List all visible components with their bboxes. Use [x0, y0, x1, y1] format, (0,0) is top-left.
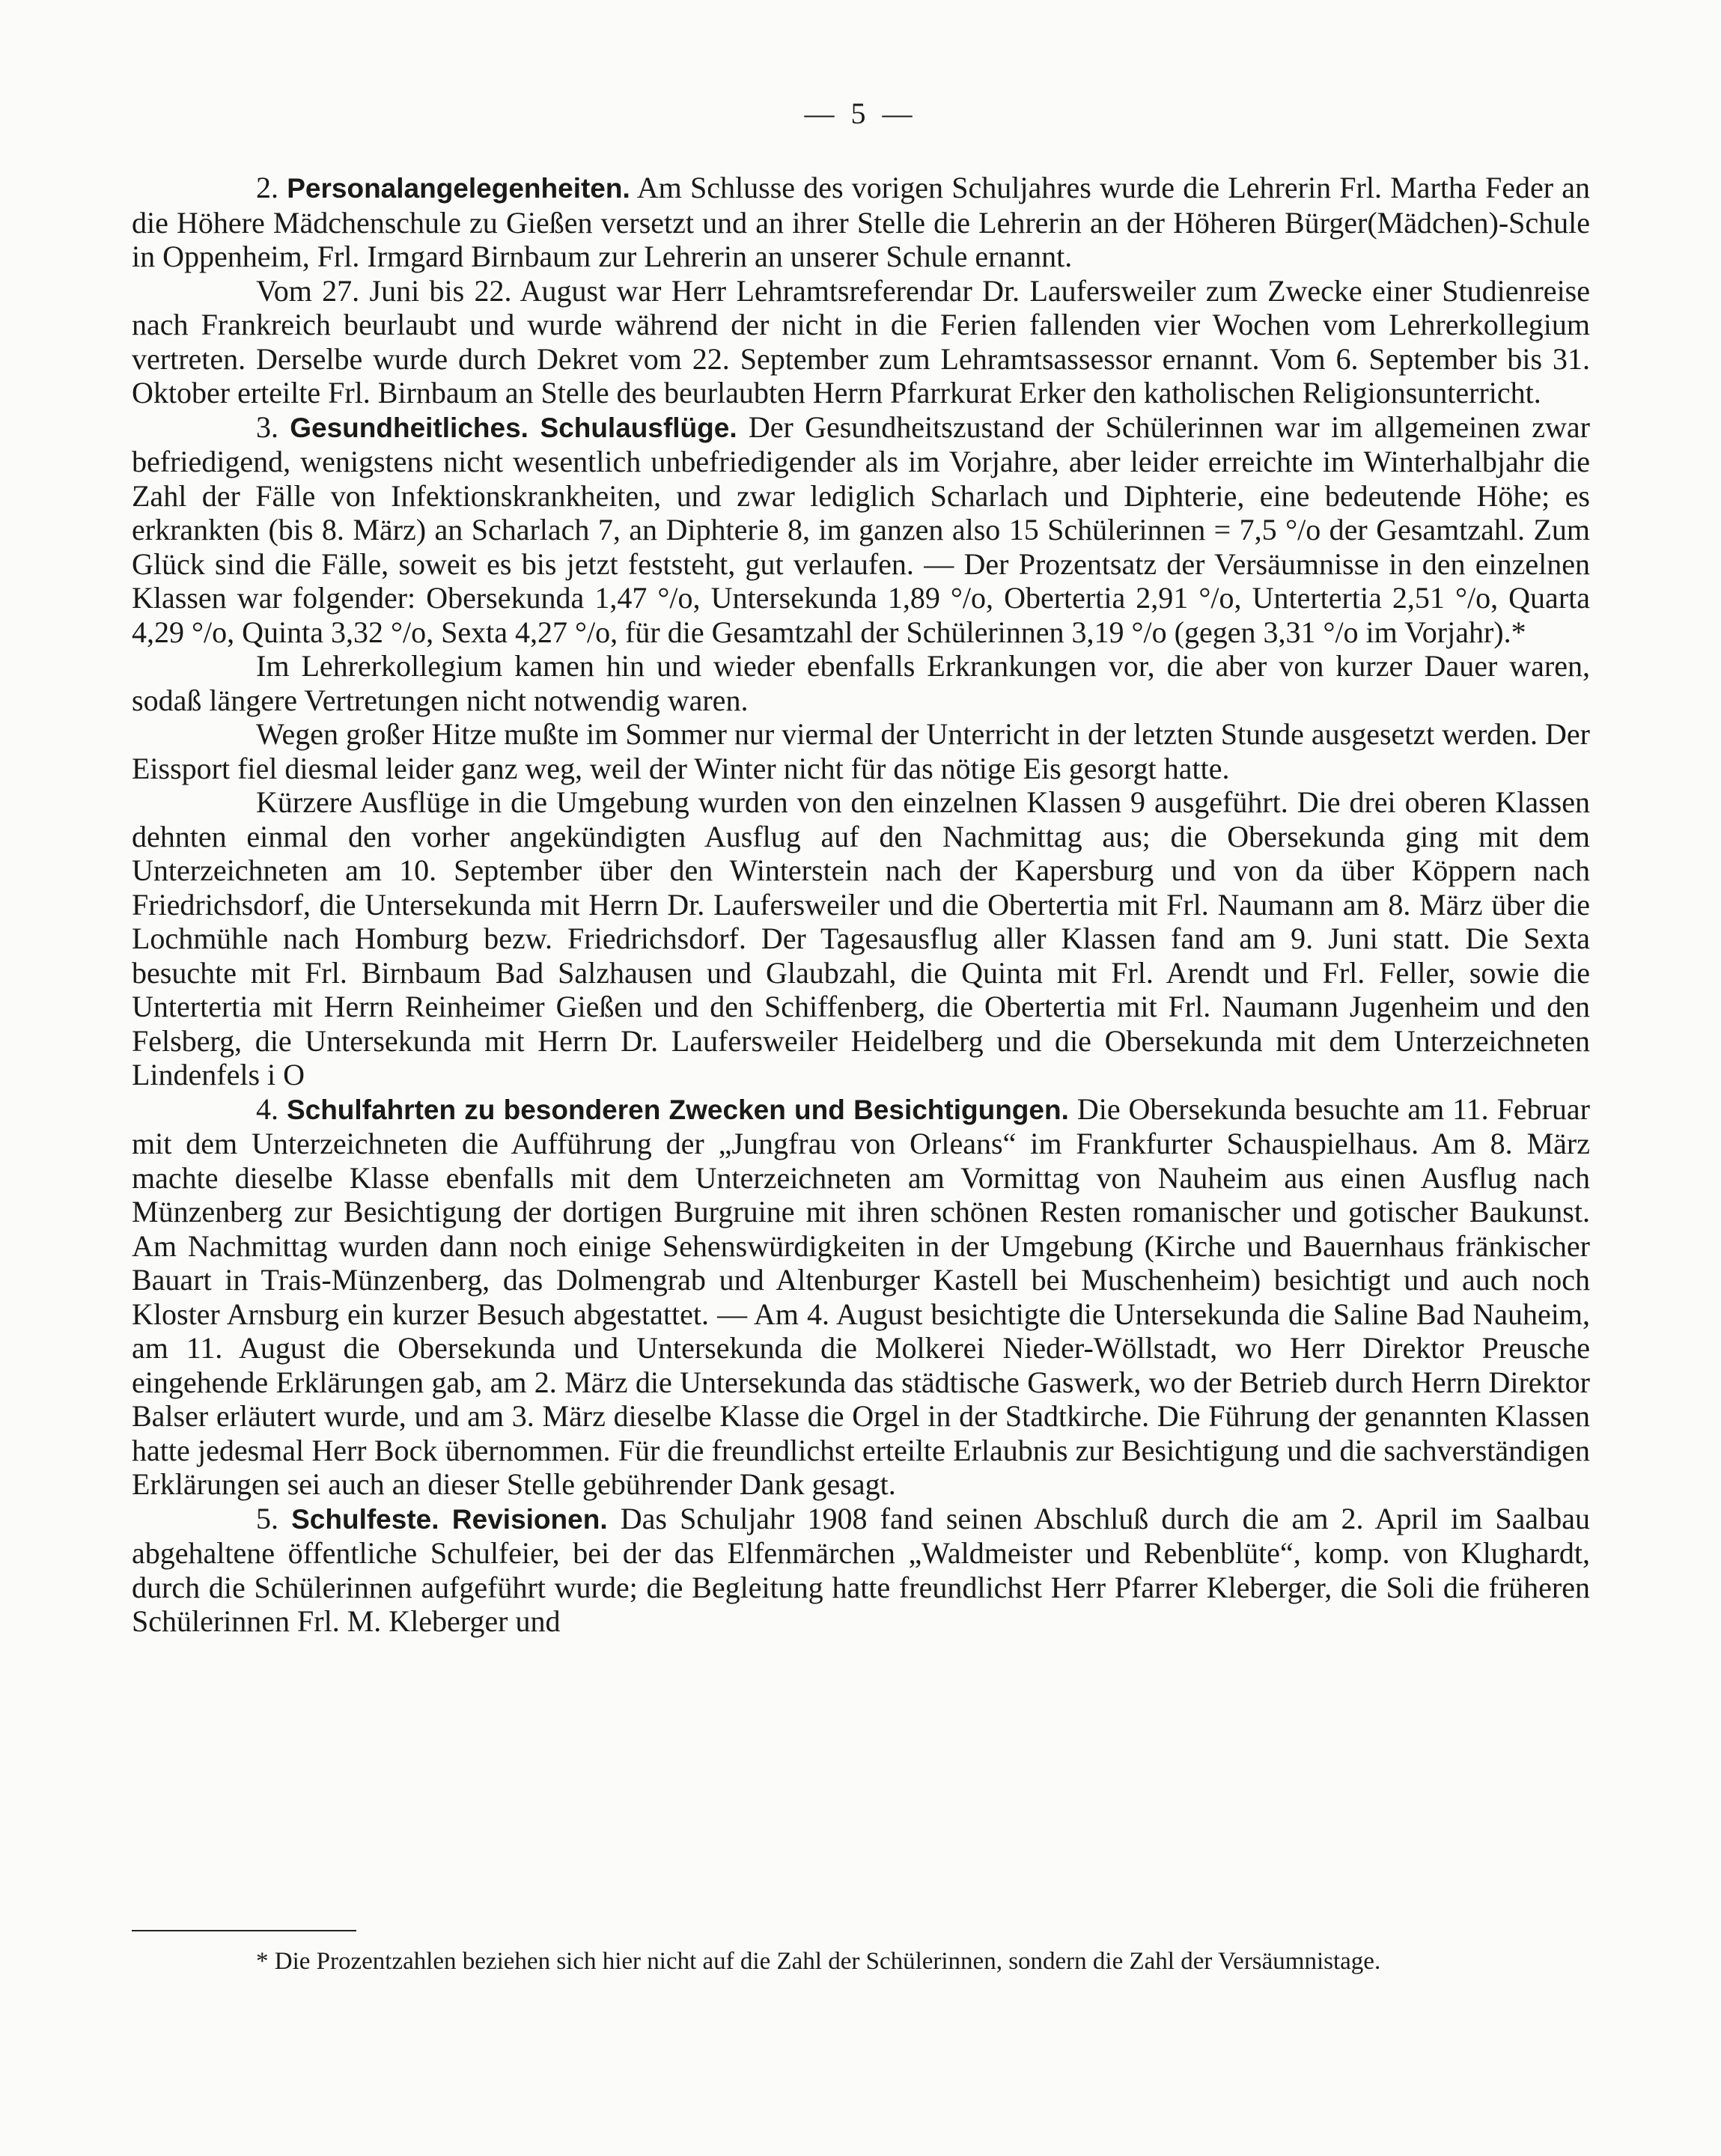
- section-3-paragraph-2: Im Lehrerkollegium kamen hin und wieder ebenfalls Erkrankungen vor, die aber von kurzer Dauer waren, sodaß längere Vertretungen nicht notwendig waren.: [132, 649, 1590, 717]
- footnote-rule: [132, 1930, 356, 1931]
- section-4-paragraph-1: [132, 1092, 1590, 1502]
- section-5-text-1: Das Schuljahr 1908 fand seinen Abschluß durch die am 2. April im Saalbau abgehaltene öffentliche Schulfeier, bei der das Elfenmärchen „Waldmeister und Rebenblüte“, komp. von Klughardt, durch die Schülerinnen aufgeführt wurde; die Begleitung hatte freundlichst Herr Pfarrer Kleberger, die Soli die früheren Schülerinnen Frl. M. Kleberger und: [132, 1501, 1590, 1638]
- section-2-paragraph-1: [132, 171, 1590, 274]
- section-2-number: 2.: [256, 171, 278, 204]
- section-3-number: 3.: [256, 409, 278, 444]
- section-4-text-1: Die Obersekunda besuchte am 11. Februar mit dem Unterzeichneten die Aufführung der „Jungfrau von Orleans“ im Frankfurter Schauspielhaus. Am 8. März machte dieselbe Klasse ebenfalls mit dem Unterzeichneten am Vormittag von Nauheim aus einen Ausflug nach Münzenberg zur Besichtigung der dortigen Burgruine mit ihren schönen Resten romanischer und gotischer Baukunst. Am Nachmittag wurden dann noch einige Sehenswürdigkeiten in der Umgebung (Kirche und Bauernhaus fränkischer Bauart in Trais-Münzenberg, das Dolmengrab und Altenburger Kastell bei Muschenheim) besichtigt und auch noch Kloster Arnsburg ein kurzer Besuch abgestattet. — Am 4. August besichtigte die Untersekunda die Saline Bad Nauheim, am 11. August die Obersekunda und Untersekunda die Molkerei Nieder-Wöllstadt, wo Herr Direktor Preusche eingehende Erklärungen gab, am 2. März die Untersekunda das städtische Gaswerk, wo der Betrieb durch Herrn Direktor Balser erläutert wurde, und am 3. März dieselbe Klasse die Orgel in der Stadtkirche. Die Führung der genannten Klassen hatte jedesmal Herr Bock übernommen. Für die freundlichst erteilte Erlaubnis zur Besichtigung und die sachverständigen Erklärungen sei auch an dieser Stelle gebührender Dank gesagt.: [132, 1091, 1591, 1501]
- section-2-paragraph-2: Vom 27. Juni bis 22. August war Herr Lehramtsreferendar Dr. Laufersweiler zum Zwecke einer Studienreise nach Frankreich beurlaubt und wurde während der nicht in die Ferien fallenden vier Wochen vom Lehrerkollegium vertreten. Derselbe wurde durch Dekret vom 22. September zum Lehramtsassessor ernannt. Vom 6. September bis 31. Oktober erteilte Frl. Birnbaum an Stelle des beurlaubten Herrn Pfarrkurat Erker den katholischen Religionsunterricht.: [132, 273, 1590, 409]
- section-3-paragraph-3: Wegen großer Hitze mußte im Sommer nur viermal der Unterricht in der letzten Stunde ausgesetzt werden. Der Eissport fiel diesmal leider ganz weg, weil der Winter nicht für das nötige Eis gesorgt hatte.: [132, 717, 1590, 785]
- section-2-text-1: Am Schlusse des vorigen Schuljahres wurde die Lehrerin Frl. Martha Feder an die Höhere Mädchenschule zu Gießen versetzt und an ihrer Stelle die Lehrerin an der Höheren Bürger(Mädchen)-Schule in Oppenheim, Frl. Irmgard Birnbaum zur Lehrerin an unserer Schule ernannt.: [132, 171, 1591, 273]
- page-number: — 5 —: [804, 97, 917, 130]
- section-5-number: 5.: [256, 1501, 278, 1535]
- section-3-text-1: Der Gesundheitszustand der Schülerinnen war im allgemeinen zwar befriedigend, wenigstens nicht wesentlich unbefriedigender als im Vorjahre, aber leider erreichte im Winterhalbjahr die Zahl der Fälle von Infektionskrankheiten, und zwar lediglich Scharlach und Diphterie, eine bedeutende Höhe; es erkrankten (bis 8. März) an Scharlach 7, an Diphterie 8, im ganzen also 15 Schülerinnen = 7,5 °/o der Gesamtzahl. Zum Glück sind die Fälle, soweit es bis jetzt feststeht, gut verlaufen. — Der Prozentsatz der Versäumnisse in den einzelnen Klassen war folgender: Obersekunda 1,47 °/o, Untersekunda 1,89 °/o, Obertertia 2,91 °/o, Untertertia 2,51 °/o, Quarta 4,29 °/o, Quinta 3,32 °/o, Sexta 4,27 °/o, für die Gesamtzahl der Schülerinnen 3,19 °/o (gegen 3,31 °/o im Vorjahr).*: [132, 409, 1590, 649]
- section-3-paragraph-4: Kürzere Ausflüge in die Umgebung wurden von den einzelnen Klassen 9 ausgeführt. Die drei oberen Klassen dehnten einmal den vorher angekündigten Ausflug auf den Nachmittag aus; die Obersekunda ging mit dem Unterzeichneten am 10. September über den Winterstein nach der Kapersburg und von da über Köppern nach Friedrichsdorf, die Untersekunda mit Herrn Dr. Laufersweiler und die Obertertia mit Frl. Naumann am 8. März über die Lochmühle nach Homburg bezw. Friedrichsdorf. Der Tagesausflug aller Klassen fand am 9. Juni statt. Die Sexta besuchte mit Frl. Birnbaum Bad Salzhausen und Glaubzahl, die Quinta mit Frl. Arendt und Frl. Feller, sowie die Untertertia mit Herrn Reinheimer Gießen und den Schiffenberg, die Obertertia mit Frl. Naumann Jugenheim und den Felsberg, die Untersekunda mit Herrn Dr. Laufersweiler Heidelberg und die Obersekunda mit dem Unterzeichneten Lindenfels i O: [132, 785, 1590, 1091]
- section-2-heading: Personalangelegenheiten.: [287, 173, 630, 204]
- footnote: [132, 1946, 1590, 1976]
- section-5-paragraph-1: [132, 1502, 1590, 1639]
- section-3-heading: Gesundheitliches. Schulausflüge.: [290, 412, 737, 443]
- section-4-number: 4.: [256, 1091, 278, 1126]
- document-body: [132, 171, 1590, 1639]
- section-3-paragraph-1: [132, 410, 1590, 650]
- section-4-heading: Schulfahrten zu besonderen Zwecken und Besichtigungen.: [286, 1094, 1069, 1125]
- footnote-text: * Die Prozentzahlen beziehen sich hier nicht auf die Zahl der Schülerinnen, sondern die Zahl der Versäumnistage.: [256, 1948, 1381, 1975]
- section-5-heading: Schulfeste. Revisionen.: [291, 1503, 608, 1535]
